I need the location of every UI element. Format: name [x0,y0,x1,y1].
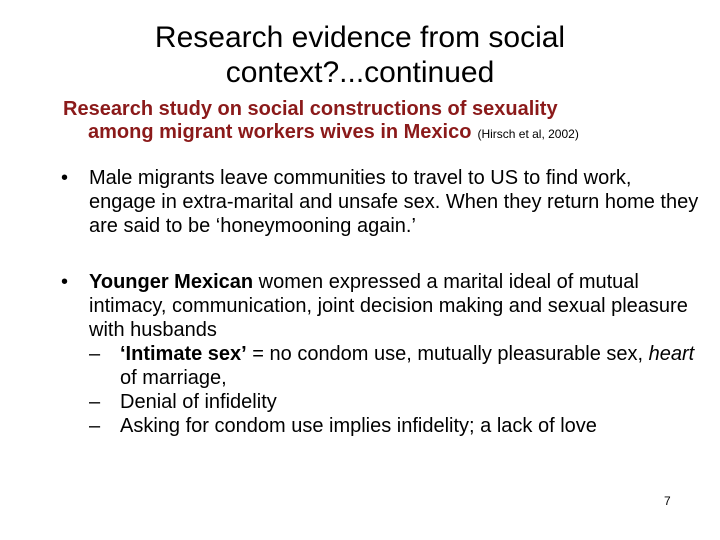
sub-text: Asking for condom use implies infidelity; a lack of love [120,415,597,437]
sub-bullet-condom-use [61,414,701,438]
sub-bullet-dash: – [89,391,101,413]
sub-bullet-intimate-sex [61,342,701,390]
citation: (Hirsch et al, 2002) [477,127,579,141]
bullet-younger-women [61,270,701,438]
sub-text: Denial of infidelity [120,391,277,413]
subtitle-line-2: among migrant workers wives in Mexico [88,121,472,143]
sub-text-a: = no condom use, mutually pleasurable sex, [246,343,649,365]
bullet-dot: • [61,167,69,189]
sub-bullet-denial [61,390,701,414]
title-line-1: Research evidence from social [154,21,566,54]
bullet-text [61,270,701,342]
bullet-dot: • [61,271,69,293]
sub-text-b: of marriage, [120,367,227,389]
sub-italic-word: heart [648,343,695,365]
study-subtitle [63,98,713,146]
sub-bold-phrase: ‘Intimate sex’ [120,343,247,365]
bullet-text: Male migrants leave communities to travel to US to find work, engage in extra-marital and unsafe sex. When they return home they are said to be ‘honeymooning again.’ [89,167,699,237]
sub-bullet-dash: – [89,415,101,437]
title-line-2: context?...continued [225,56,495,89]
page-number: 7 [664,494,671,508]
slide-title [60,20,660,90]
bullet-rest: women expressed a marital ideal of mutual intimacy, communication, joint decision making and sexual pleasure with husbands [89,271,688,341]
sub-bullet-dash: – [89,343,101,365]
bullet-bold-phrase: Younger Mexican [89,271,254,293]
subtitle-line-1: Research study on social constructions of sexuality [63,98,558,120]
bullet-male-migrants [61,166,701,238]
subtitle-line-2-wrap [63,121,713,146]
